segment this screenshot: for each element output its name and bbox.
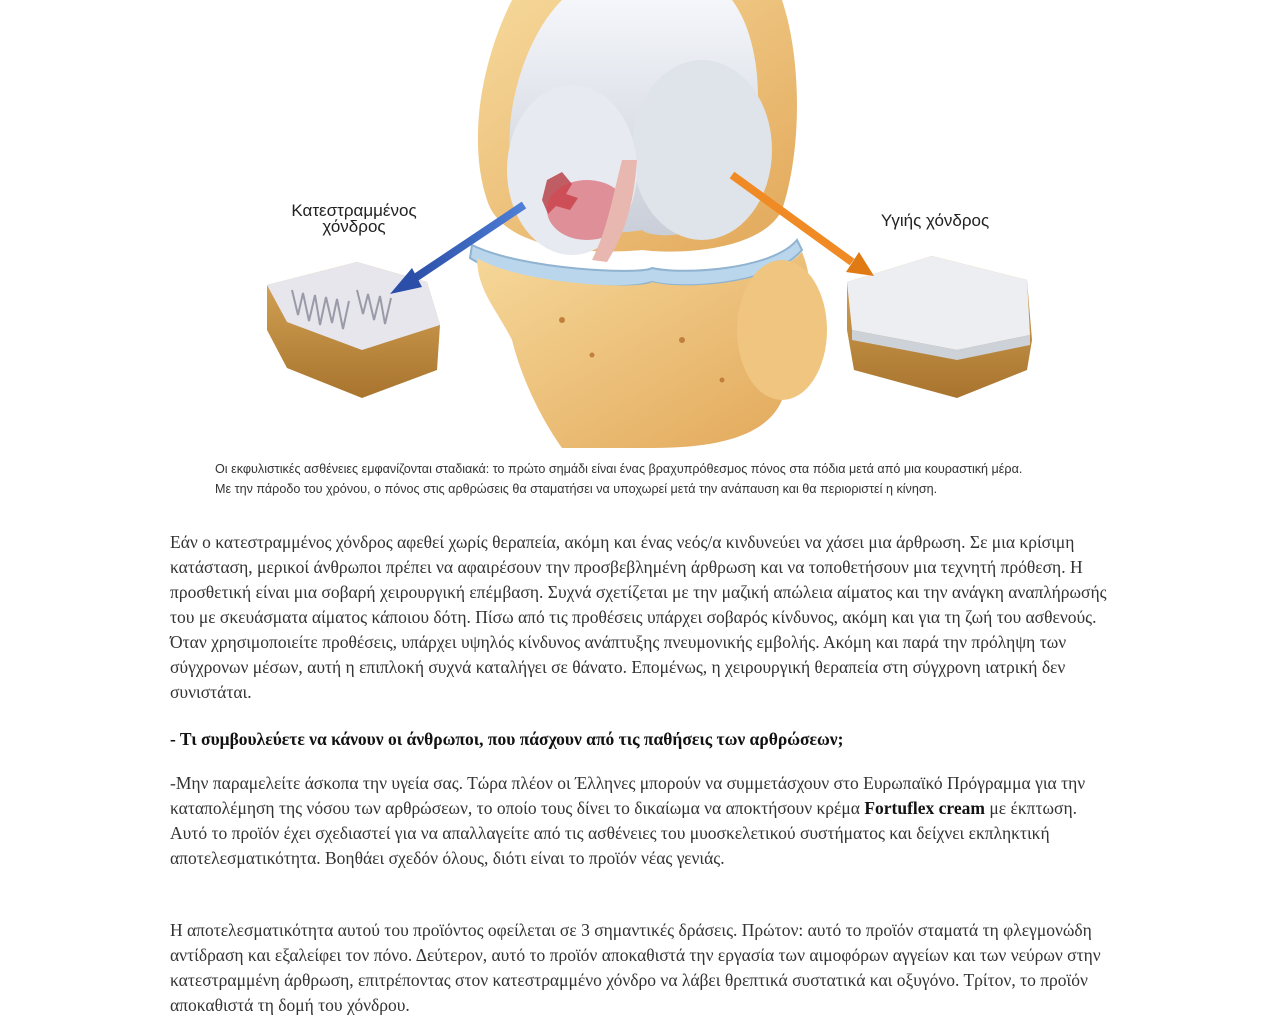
paragraph-text: -Μην παραμελείτε άσκοπα την υγεία σας. Τώρα πλέον οι Έλληνες μπορούν να συμμετάσχουν στο Ευρωπαϊκό Πρόγραμμα για την καταπολέμηση της νόσου των αρθρώσεων, το οποίο τους δίνει το δικαίωμα να αποκτήσουν κρέμα	[170, 773, 1086, 818]
healthy-label: Υγιής χόνδρος	[880, 211, 990, 230]
article-paragraph: Εάν ο κατεστραμμένος χόνδρος αφεθεί χωρίς θεραπεία, ακόμη και ένας νεός/α κινδυνεύει να χάσει μια άρθρωση. Σε μια κρίσιμη κατάσταση, μερικοί άνθρωποι πρέπει να αφαιρέσουν την προσβεβλημένη άρθρωση και να τοποθετήσουν μια τεχνητή πρόθεση. Η προσθετική είναι μια σοβαρή χειρουργική επέμβαση. Συχνά σχετίζεται με την μαζική απώλεια αίματος και την ανάγκη αναπλήρωσής του με σκευάσματα αίματος κάποιου δότη. Πίσω από τις προθέσεις υπάρχει σοβαρός κίνδυνος, ακόμη και για τη ζωή του ασθενούς. Όταν χρησιμοποιείτε προθέσεις, υπάρχει υψηλός κίνδυνος ανάπτυξης πνευμονικής εμβολής. Ακόμη και παρά την πρόληψη των σύγχρονων μέσων, αυτή η επιπλοκή συχνά καταλήγει σε θάνατο. Επομένως, η χειρουργική θεραπεία στη σύγχρονη ιατρική δεν συνιστάται.	[170, 532, 1107, 702]
knee-joint-illustration	[262, 0, 1034, 448]
damaged-label-line1: Κατεστραμμένος	[291, 201, 417, 220]
damaged-label-line2: χόνδρος	[322, 217, 386, 236]
paragraph-text: με έκπτωση. Αυτό το προϊόν έχει σχεδιαστεί για να απαλλαγείτε από τις ασθένειες του μυοσκελετικού συστήματος και δείχνει εκπληκτική αποτελεσματικότητα. Βοηθάει σχεδόν όλους, διότι είναι το προϊόν νέας γενιάς.	[170, 798, 1077, 868]
question-heading: - Τι συμβουλεύετε να κάνουν οι άνθρωποι, που πάσχουν από τις παθήσεις των αρθρώσεων;	[170, 729, 844, 749]
image-caption: Οι εκφυλιστικές ασθένειες εμφανίζονται σταδιακά: το πρώτο σημάδι είναι ένας βραχυπρόθεσμος πόνος στα πόδια μετά από μια κουραστική μέρα. Με την πάροδο του χρόνου, ο πόνος στις αρθρώσεις θα σταματήσει να υποχωρεί μετά την ανάπαυση και θα περιοριστεί η κίνηση.	[215, 462, 1023, 496]
product-name: Fortuflex cream	[864, 798, 985, 818]
article-paragraph	[170, 771, 1110, 871]
healthy-cartilage-block	[847, 256, 1032, 398]
article-paragraph: Η αποτελεσματικότητα αυτού του προϊόντος οφείλεται σε 3 σημαντικές δράσεις. Πρώτον: αυτό το προϊόν σταματά τη φλεγμονώδη αντίδραση και εξαλείφει τον πόνο. Δεύτερον, αυτό το προϊόν αποκαθιστά την εργασία των αιμοφόρων αγγείων και των νεύρων στην κατεστραμμένη άρθρωση, επιτρέποντας στον κατεστραμμένο χόνδρο να λάβει θρεπτικά συστατικά και οξυγόνο. Τρίτον, το προϊόν αποκαθιστά τη δομή του χόνδρου.	[170, 920, 1101, 1015]
femur	[478, 0, 797, 255]
